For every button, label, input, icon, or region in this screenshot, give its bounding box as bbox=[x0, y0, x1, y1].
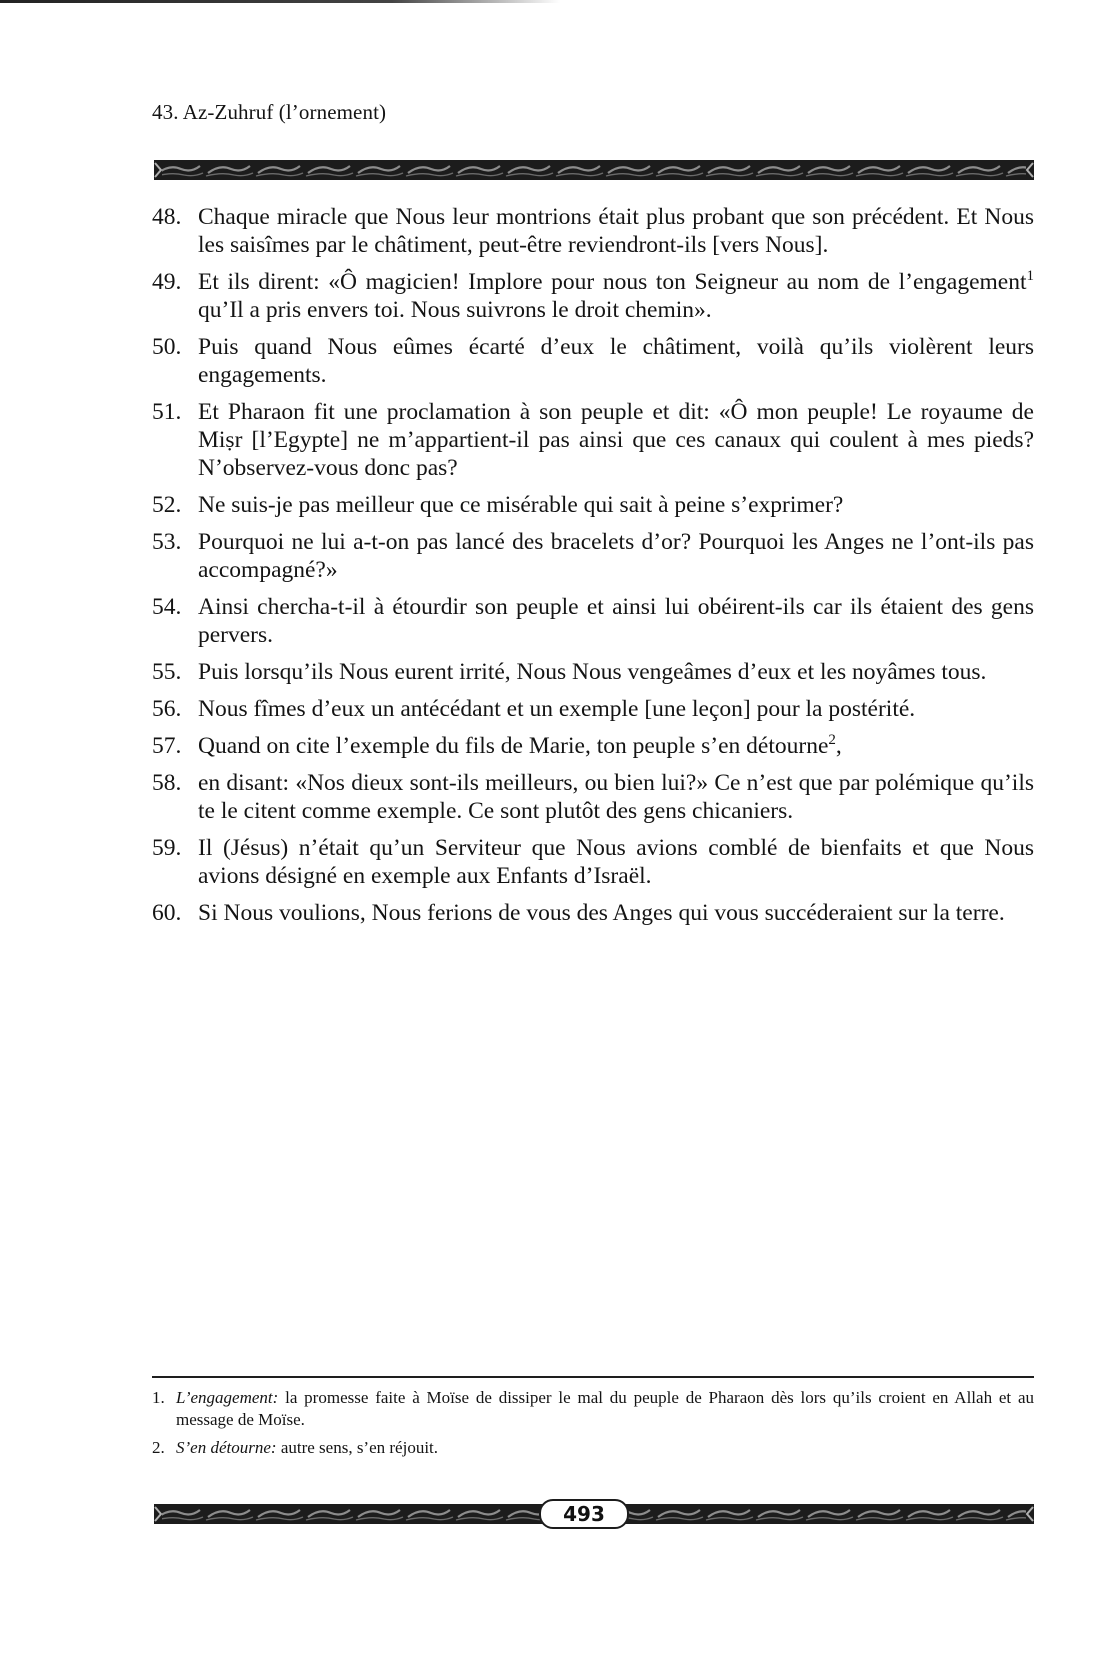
verse-number: 51. bbox=[152, 399, 182, 425]
verse-number: 60. bbox=[152, 900, 182, 926]
verse-text-part: Et ils dirent: «Ô magicien! Implore pour nous ton Seigneur au nom de l’engagement bbox=[198, 269, 1027, 295]
verse-text-part: Quand on cite l’exemple du fils de Marie, ton peuple s’en détourne bbox=[198, 733, 829, 759]
verse-list bbox=[152, 203, 1034, 936]
verse-text: Il (Jésus) n’était qu’un Serviteur que Nous avions comblé de bienfaits et que Nous avions désigné en exemple aux Enfants d’Israël. bbox=[198, 835, 1034, 889]
footnote-number: 1. bbox=[152, 1388, 165, 1407]
verse-text: Et Pharaon fit une proclamation à son peuple et dit: «Ô mon peuple! Le royaume de Miṣr [l’Egypte] ne m’appartient-il pas ainsi que ces canaux qui coulent à mes pieds? N’observez-vous donc pas? bbox=[198, 399, 1034, 481]
decorative-band-top bbox=[154, 160, 1034, 180]
footnote-number: 2. bbox=[152, 1438, 165, 1457]
footnote-body: autre sens, s’en réjouit. bbox=[276, 1438, 439, 1457]
verse-56 bbox=[152, 695, 1034, 723]
footnote-body: la promesse faite à Moïse de dissiper le mal du peuple de Pharaon dès lors qu’ils croient en Allah et au message de Moïse. bbox=[176, 1388, 1034, 1429]
verse-55 bbox=[152, 658, 1034, 686]
verse-54 bbox=[152, 593, 1034, 649]
page-number: 493 bbox=[539, 1499, 629, 1529]
verse-text: Nous fîmes d’eux un antécédant et un exemple [une leçon] pour la postérité. bbox=[198, 696, 916, 722]
verse-58 bbox=[152, 769, 1034, 825]
verse-number: 50. bbox=[152, 334, 182, 360]
verse-text: en disant: «Nos dieux sont-ils meilleurs, ou bien lui?» Ce n’est que par polémique qu’ils te le citent comme exemple. Ce sont plutôt des gens chicaniers. bbox=[198, 770, 1034, 824]
verse-number: 57. bbox=[152, 733, 182, 759]
verse-number: 58. bbox=[152, 770, 182, 796]
surah-header: 43. Az-Zuhruf (l’ornement) bbox=[152, 100, 387, 124]
verse-60 bbox=[152, 899, 1034, 927]
verse-49 bbox=[152, 268, 1034, 324]
verse-text: Pourquoi ne lui a-t-on pas lancé des bracelets d’or? Pourquoi les Anges ne l’ont-ils pas accompagné?» bbox=[198, 529, 1034, 583]
footnote-ref: 1 bbox=[1026, 268, 1034, 285]
footnote-1 bbox=[152, 1387, 1034, 1431]
footnote-ref: 2 bbox=[828, 732, 836, 749]
verse-number: 48. bbox=[152, 204, 182, 230]
verse-51 bbox=[152, 398, 1034, 482]
verse-number: 54. bbox=[152, 594, 182, 620]
verse-text: Puis lorsqu’ils Nous eurent irrité, Nous Nous vengeâmes d’eux et les noyâmes tous. bbox=[198, 659, 987, 685]
verse-text bbox=[198, 732, 1034, 760]
footnote-term: L’engagement: bbox=[176, 1388, 279, 1407]
verse-number: 55. bbox=[152, 659, 182, 685]
footnote-list bbox=[152, 1387, 1034, 1465]
scan-edge-line bbox=[0, 0, 560, 3]
verse-text bbox=[198, 268, 1034, 324]
verse-text: Si Nous voulions, Nous ferions de vous des Anges qui vous succéderaient sur la terre. bbox=[198, 900, 1005, 926]
footnote-text bbox=[176, 1387, 1034, 1431]
verse-50 bbox=[152, 333, 1034, 389]
verse-53 bbox=[152, 528, 1034, 584]
verse-59 bbox=[152, 834, 1034, 890]
footnote-text bbox=[176, 1437, 1034, 1459]
footnote-divider bbox=[152, 1376, 1034, 1378]
verse-number: 56. bbox=[152, 696, 182, 722]
verse-text: Puis quand Nous eûmes écarté d’eux le châtiment, voilà qu’ils violèrent leurs engagements. bbox=[198, 334, 1034, 388]
verse-number: 52. bbox=[152, 492, 182, 518]
verse-number: 49. bbox=[152, 269, 182, 295]
verse-text: Chaque miracle que Nous leur montrions était plus probant que son précédent. Et Nous les saisîmes par le châtiment, peut-être reviendront-ils [vers Nous]. bbox=[198, 204, 1034, 258]
verse-text: Ne suis-je pas meilleur que ce misérable qui sait à peine s’exprimer? bbox=[198, 492, 844, 518]
verse-52 bbox=[152, 491, 1034, 519]
verse-number: 53. bbox=[152, 529, 182, 555]
verse-57 bbox=[152, 732, 1034, 760]
footnote-term: S’en détourne: bbox=[176, 1438, 277, 1457]
footnote-2 bbox=[152, 1437, 1034, 1459]
verse-text-part: qu’Il a pris envers toi. Nous suivrons le droit chemin». bbox=[198, 297, 712, 323]
verse-text-part: , bbox=[835, 733, 842, 759]
verse-text: Ainsi chercha-t-il à étourdir son peuple et ainsi lui obéirent-ils car ils étaient des gens pervers. bbox=[198, 594, 1034, 648]
verse-number: 59. bbox=[152, 835, 182, 861]
verse-48 bbox=[152, 203, 1034, 259]
